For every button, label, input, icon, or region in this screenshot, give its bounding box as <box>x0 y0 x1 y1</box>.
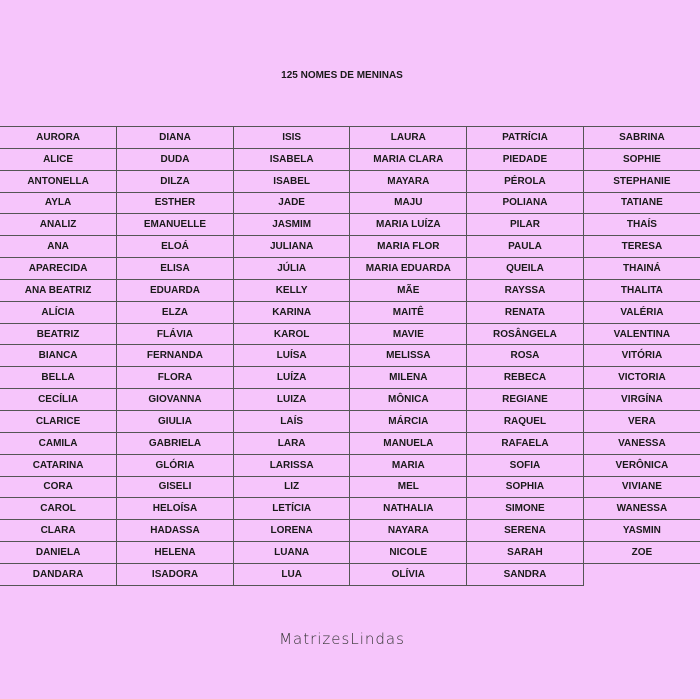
table-row <box>0 410 700 432</box>
name-cell: THAÍS <box>583 214 700 236</box>
name-cell: VITÓRIA <box>583 345 700 367</box>
name-cell: LUIZA <box>233 389 350 411</box>
name-cell: ANA BEATRIZ <box>0 279 117 301</box>
table-row <box>0 192 700 214</box>
name-cell: MANUELA <box>350 432 467 454</box>
name-cell: MARIA CLARA <box>350 148 467 170</box>
table-row <box>0 520 700 542</box>
name-cell: LARA <box>233 432 350 454</box>
name-cell: SABRINA <box>583 127 700 149</box>
page-title: 125 NOMES DE MENINAS <box>281 70 403 81</box>
name-cell: CORA <box>0 476 117 498</box>
name-cell: MAYARA <box>350 170 467 192</box>
table-row <box>0 323 700 345</box>
name-cell: LUANA <box>233 542 350 564</box>
name-cell: DUDA <box>117 148 234 170</box>
name-cell: NAYARA <box>350 520 467 542</box>
name-cell: VERÔNICA <box>583 454 700 476</box>
table-row <box>0 345 700 367</box>
name-cell: AYLA <box>0 192 117 214</box>
name-cell: KAROL <box>233 323 350 345</box>
name-cell: ISABEL <box>233 170 350 192</box>
name-cell: LAÍS <box>233 410 350 432</box>
name-cell: SERENA <box>467 520 584 542</box>
name-cell: CAROL <box>0 498 117 520</box>
name-cell: ANA <box>0 236 117 258</box>
name-cell: PÉROLA <box>467 170 584 192</box>
name-cell: TATIANE <box>583 192 700 214</box>
name-cell: ESTHER <box>117 192 234 214</box>
name-cell: LAURA <box>350 127 467 149</box>
name-cell: SOPHIE <box>583 148 700 170</box>
name-cell: PAULA <box>467 236 584 258</box>
name-cell: DANIELA <box>0 542 117 564</box>
name-cell: NICOLE <box>350 542 467 564</box>
name-cell: VALENTINA <box>583 323 700 345</box>
name-cell: FLÁVIA <box>117 323 234 345</box>
table-row <box>0 498 700 520</box>
name-cell: SIMONE <box>467 498 584 520</box>
name-cell: REGIANE <box>467 389 584 411</box>
table-row <box>0 127 700 149</box>
name-cell: RAQUEL <box>467 410 584 432</box>
name-cell: MÃE <box>350 279 467 301</box>
name-cell: VALÉRIA <box>583 301 700 323</box>
name-cell: VIRGÍNA <box>583 389 700 411</box>
name-cell: KELLY <box>233 279 350 301</box>
name-cell: POLIANA <box>467 192 584 214</box>
name-cell: SOFIA <box>467 454 584 476</box>
name-cell: LIZ <box>233 476 350 498</box>
name-cell: DIANA <box>117 127 234 149</box>
name-cell: ISIS <box>233 127 350 149</box>
name-cell: CLARICE <box>0 410 117 432</box>
name-cell: GIOVANNA <box>117 389 234 411</box>
name-cell: SARAH <box>467 542 584 564</box>
name-cell: MARIA EDUARDA <box>350 258 467 280</box>
name-cell: SANDRA <box>467 563 584 585</box>
name-cell: THAINÁ <box>583 258 700 280</box>
name-cell: BEATRIZ <box>0 323 117 345</box>
name-cell: FERNANDA <box>117 345 234 367</box>
name-cell: GISELI <box>117 476 234 498</box>
name-cell: LUÍSA <box>233 345 350 367</box>
name-cell: HELOÍSA <box>117 498 234 520</box>
name-cell: LETÍCIA <box>233 498 350 520</box>
name-cell: JASMIM <box>233 214 350 236</box>
name-cell: CATARINA <box>0 454 117 476</box>
name-cell: THALITA <box>583 279 700 301</box>
name-cell <box>583 563 700 585</box>
name-cell: OLÍVIA <box>350 563 467 585</box>
name-cell: TERESA <box>583 236 700 258</box>
name-cell: ELISA <box>117 258 234 280</box>
name-cell: EMANUELLE <box>117 214 234 236</box>
name-cell: YASMIN <box>583 520 700 542</box>
table-row <box>0 432 700 454</box>
name-cell: PIEDADE <box>467 148 584 170</box>
name-cell: PATRÍCIA <box>467 127 584 149</box>
name-cell: LARISSA <box>233 454 350 476</box>
name-cell: GLÓRIA <box>117 454 234 476</box>
name-cell: CAMILA <box>0 432 117 454</box>
name-cell: RAFAELA <box>467 432 584 454</box>
name-cell: HELENA <box>117 542 234 564</box>
name-cell: ISABELA <box>233 148 350 170</box>
table-row <box>0 563 700 585</box>
table-row <box>0 236 700 258</box>
name-cell: VICTORIA <box>583 367 700 389</box>
table-row <box>0 389 700 411</box>
name-cell: LUÍZA <box>233 367 350 389</box>
name-cell: NATHALIA <box>350 498 467 520</box>
name-cell: REBECA <box>467 367 584 389</box>
table-row <box>0 214 700 236</box>
name-cell: JADE <box>233 192 350 214</box>
name-cell: APARECIDA <box>0 258 117 280</box>
name-cell: VANESSA <box>583 432 700 454</box>
name-cell: VERA <box>583 410 700 432</box>
names-table <box>0 126 700 586</box>
table-row <box>0 279 700 301</box>
name-cell: SOPHIA <box>467 476 584 498</box>
brand-logo-text: MatrizesLindas <box>279 630 405 648</box>
name-cell: VIVIANE <box>583 476 700 498</box>
table-row <box>0 367 700 389</box>
name-cell: KARINA <box>233 301 350 323</box>
name-cell: CLARA <box>0 520 117 542</box>
name-cell: PILAR <box>467 214 584 236</box>
table-row <box>0 454 700 476</box>
name-cell: ANALIZ <box>0 214 117 236</box>
name-cell: MÔNICA <box>350 389 467 411</box>
name-cell: MAITÊ <box>350 301 467 323</box>
table-row <box>0 258 700 280</box>
name-cell: STEPHANIE <box>583 170 700 192</box>
name-cell: ALÍCIA <box>0 301 117 323</box>
name-cell: MEL <box>350 476 467 498</box>
name-cell: MAVIE <box>350 323 467 345</box>
name-cell: DILZA <box>117 170 234 192</box>
name-cell: GIULIA <box>117 410 234 432</box>
name-cell: AURORA <box>0 127 117 149</box>
table-row <box>0 542 700 564</box>
name-cell: ALICE <box>0 148 117 170</box>
name-cell: BELLA <box>0 367 117 389</box>
name-cell: MELISSA <box>350 345 467 367</box>
name-cell: LUA <box>233 563 350 585</box>
name-cell: MÁRCIA <box>350 410 467 432</box>
name-cell: CECÍLIA <box>0 389 117 411</box>
name-cell: WANESSA <box>583 498 700 520</box>
name-cell: RENATA <box>467 301 584 323</box>
table-row <box>0 301 700 323</box>
name-cell: BIANCA <box>0 345 117 367</box>
name-cell: FLORA <box>117 367 234 389</box>
name-cell: QUEILA <box>467 258 584 280</box>
name-cell: ISADORA <box>117 563 234 585</box>
name-cell: ANTONELLA <box>0 170 117 192</box>
table-row <box>0 148 700 170</box>
name-cell: JULIANA <box>233 236 350 258</box>
name-cell: MARIA <box>350 454 467 476</box>
name-cell: ROSA <box>467 345 584 367</box>
name-cell: MAJU <box>350 192 467 214</box>
name-cell: LORENA <box>233 520 350 542</box>
name-cell: DANDARA <box>0 563 117 585</box>
name-cell: ELOÁ <box>117 236 234 258</box>
table-row <box>0 476 700 498</box>
name-cell: EDUARDA <box>117 279 234 301</box>
name-cell: GABRIELA <box>117 432 234 454</box>
name-cell: MARIA LUÍZA <box>350 214 467 236</box>
name-cell: MILENA <box>350 367 467 389</box>
name-cell: HADASSA <box>117 520 234 542</box>
name-cell: ELZA <box>117 301 234 323</box>
name-cell: ZOE <box>583 542 700 564</box>
name-cell: MARIA FLOR <box>350 236 467 258</box>
name-cell: RAYSSA <box>467 279 584 301</box>
name-cell: ROSÂNGELA <box>467 323 584 345</box>
name-cell: JÚLIA <box>233 258 350 280</box>
table-row <box>0 170 700 192</box>
